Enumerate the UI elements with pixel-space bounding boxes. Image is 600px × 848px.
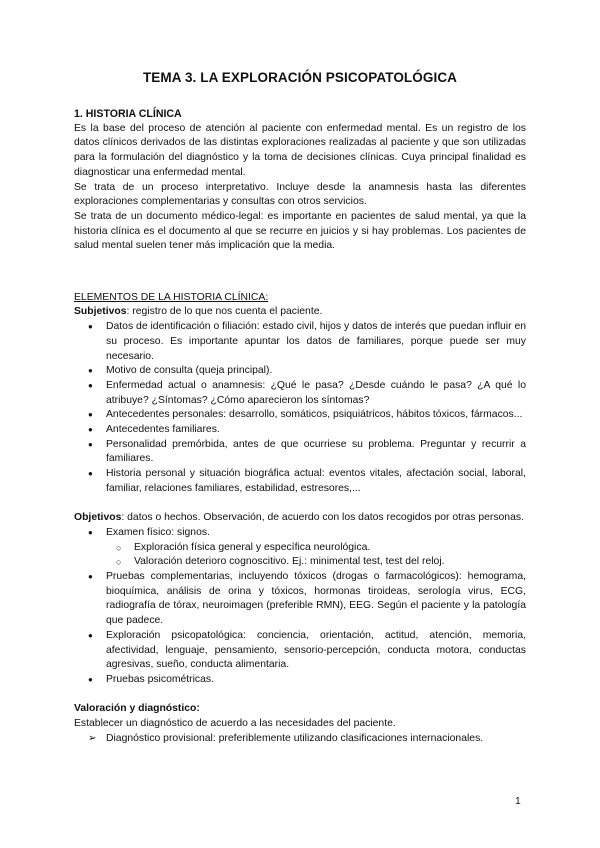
list-item: ● Pruebas complementarias, incluyendo tóxicos (drogas o farmacológicos): hemograma, bioquímica, análisis de orina y tóxicos, hormonas tiroideas, serología virus, ECG, radiografía de tórax, neuroimagen (preferible RMN), EEG. Según el paciente y la patología que padece. [74,570,526,629]
list-item: ● Historia personal y situación biográfica actual: eventos vitales, afectación social, laboral, familiar, relaciones familiares, estabilidad, estresores,... [74,467,526,496]
objetivos-text: : datos o hechos. Observación, de acuerdo con los datos recogidos por otras personas. [121,512,524,524]
list-item: ● Antecedentes personales: desarrollo, somáticos, psiquiátricos, hábitos tóxicos, fármacos... [74,408,526,423]
list-item: ● Antecedentes familiares. [74,423,526,438]
subjetivos-list [74,320,526,496]
subjetivos-intro [74,305,526,320]
document-body [74,107,526,746]
list-item: ● Personalidad premórbida, antes de que ocurriese su problema. Preguntar y recurrir a familiares. [74,438,526,467]
objetivos-label: Objetivos [74,512,122,524]
list-item: ➢ Diagnóstico provisional: preferiblemente utilizando clasificaciones internacionales. [74,732,526,747]
list-item: ● Enfermedad actual o anamnesis: ¿Qué le pasa? ¿Desde cuándo le pasa? ¿A qué lo atribuye? ¿Síntomas? ¿Cómo aparecieron los síntomas? [74,379,526,408]
valoracion-list [74,732,526,747]
examen-sublist [74,541,526,570]
list-item: ● Pruebas psicométricas. [74,673,526,688]
list-item: ● Datos de identificación o filiación: estado civil, hijos y datos de interés que puedan influir en su proceso. Es importante apuntar los datos de familiares, porque puede ser muy necesario. [74,320,526,364]
subjetivos-text: : registro de lo que nos cuenta el paciente. [126,306,323,318]
list-item: ● Exploración psicopatológica: conciencia, orientación, actitud, atención, memoria, afectividad, lenguaje, pensamiento, sensorio-percepción, conducta motora, conductas agresivas, sueño, conducta alimentaria. [74,629,526,673]
valoracion-heading [74,702,526,717]
list-item: ● Motivo de consulta (queja principal). [74,364,526,379]
section-heading-historia-clinica: 1. HISTORIA CLÍNICA [74,108,182,120]
page-number: 1 [515,796,521,807]
subjetivos-label: Subjetivos [74,306,127,318]
paragraph-intro: Es la base del proceso de atención al paciente con enfermedad mental. Es un registro de los datos clínicos derivados de las distintas exploraciones realizadas al paciente y que son utilizadas para la formulación del diagnóstico y la toma de decisiones clínicas. Cuya principal finalidad es diagnosticar una enfermedad mental. [74,122,526,178]
objetivos-intro [74,511,526,526]
objetivos-list [74,526,526,688]
elementos-heading: ELEMENTOS DE LA HISTORIA CLÍNICA: [74,291,269,303]
paragraph-interpretativo: Se trata de un proceso interpretativo. Incluye desde la anamnesis hasta las diferentes exploraciones complementarias y consultas con otros servicios. [74,181,526,208]
valoracion-text: Establecer un diagnóstico de acuerdo a las necesidades del paciente. [74,718,396,730]
paragraph-medico-legal: Se trata de un documento médico-legal: es importante en pacientes de salud mental, ya que la historia clínica es el documento al que se recurre en juicios y si hay problemas. Los pacientes de salud mental suelen tener más implicación que la media. [74,210,526,252]
valoracion-label: Valoración y diagnóstico: [74,703,200,715]
list-item [74,526,526,570]
examen-label: Examen físico: signos. [106,526,210,538]
sub-list-item: ○ Exploración física general y específica neurológica. [74,541,526,556]
sub-list-item: ○ Valoración deterioro cognoscitivo. Ej.: minimental test, test del reloj. [74,555,526,570]
page-title: TEMA 3. LA EXPLORACIÓN PSICOPATOLÓGICA [142,70,458,85]
